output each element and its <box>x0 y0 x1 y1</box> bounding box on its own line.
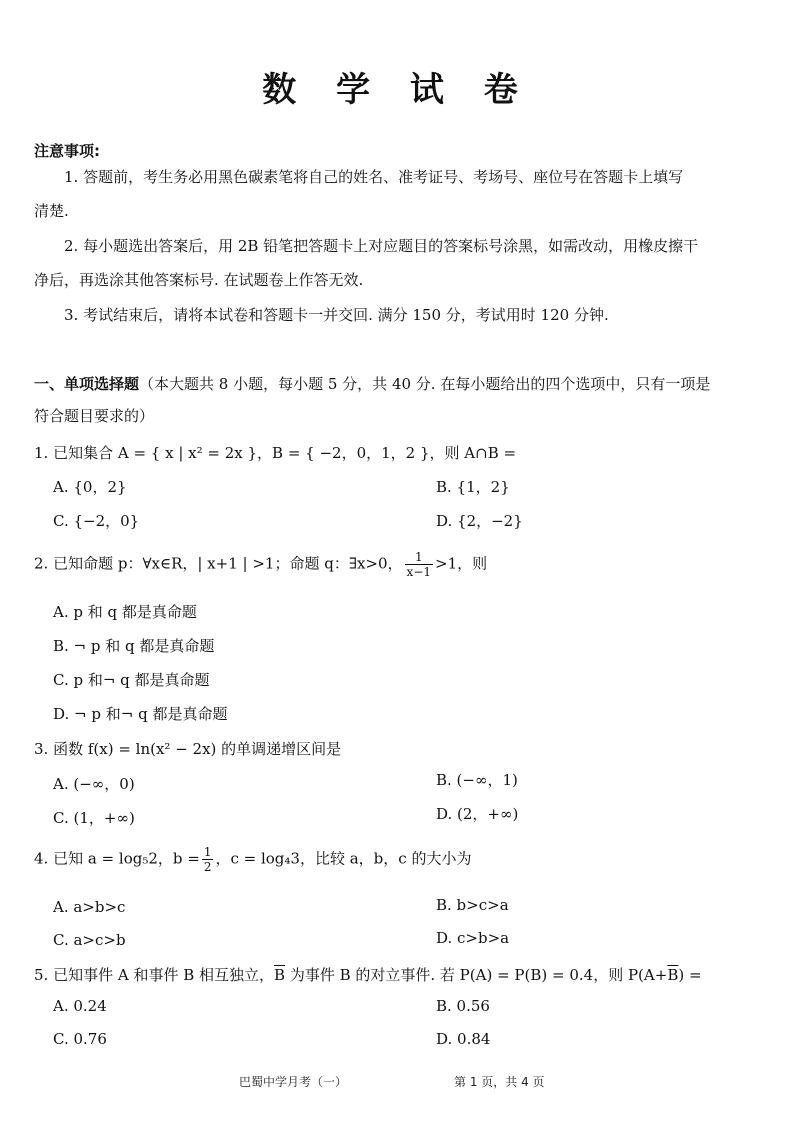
q5-stem-mid: 为事件 B 的对立事件. 若 P(A) = P(B) = 0.4，则 P(A+ <box>285 966 668 984</box>
q4-stem-pre: 4. 已知 a = log₅2，b = <box>34 849 200 868</box>
note-1-line-1: 1. 答题前，考生务必用黑色碳素笔将自己的姓名、准考证号、考场号、座位号在答题卡上填写 <box>64 168 684 186</box>
question-1-stem: 1. 已知集合 A = { x | x² = 2x }，B = { −2，0，1，2 }，则 A∩B = <box>34 444 517 462</box>
q4-fraction <box>202 845 214 874</box>
q1-option-d: D. {2，−2} <box>436 512 523 530</box>
q2-frac-numerator: 1 <box>405 550 433 565</box>
page-title: 数 学 试 卷 <box>262 70 532 110</box>
q5-stem-post: ) = <box>678 966 702 984</box>
q4-frac-denominator: 2 <box>203 860 212 874</box>
q2-option-d: D. ¬ p 和¬ q 都是真命题 <box>53 705 228 723</box>
q5-b-bar: $\overline{B}$ <box>274 966 286 984</box>
q3-option-b: B. (−∞，1) <box>436 771 518 789</box>
section-1-desc-line-2: 符合题目要求的） <box>34 407 155 425</box>
section-1-desc-line-1: （本大题共 8 小题，每小题 5 分，共 40 分. 在每小题给出的四个选项中，只有一项是 <box>139 375 711 393</box>
section-1-heading: 一、单项选择题 <box>34 375 140 393</box>
q2-option-c: C. p 和¬ q 都是真命题 <box>53 671 210 689</box>
question-3-stem: 3. 函数 f(x) = ln(x² − 2x) 的单调递增区间是 <box>34 740 342 758</box>
q4-frac-numerator: 1 <box>203 845 212 859</box>
q5-option-b: B. 0.56 <box>436 997 490 1015</box>
q4-option-c: C. a>c>b <box>53 931 126 949</box>
q2-option-b: B. ¬ p 和 q 都是真命题 <box>53 637 215 655</box>
footer-page-number: 第 1 页，共 4 页 <box>454 1075 545 1089</box>
q1-option-a: A. {0，2} <box>53 478 127 496</box>
question-2-stem <box>34 550 487 579</box>
q1-option-b: B. {1，2} <box>436 478 510 496</box>
q2-stem-pre: 2. 已知命题 p：∀x∈R，| x+1 | >1；命题 q：∃x>0， <box>34 554 403 573</box>
q4-option-b: B. b>c>a <box>436 896 509 914</box>
q1-option-c: C. {−2，0} <box>53 512 140 530</box>
q2-fraction <box>405 550 433 579</box>
q4-option-d: D. c>b>a <box>436 929 510 947</box>
q2-stem-post: >1，则 <box>435 554 488 573</box>
q3-option-a: A. (−∞，0) <box>53 775 135 793</box>
q5-stem-pre: 5. 已知事件 A 和事件 B 相互独立， <box>34 966 275 984</box>
q5-b-bar-2: $\overline{B}$ <box>667 966 679 984</box>
note-3: 3. 考试结束后，请将本试卷和答题卡一并交回. 满分 150 分，考试用时 120 分钟. <box>64 306 609 324</box>
q4-option-a: A. a>b>c <box>53 898 126 916</box>
section-1-header <box>34 373 710 394</box>
q2-frac-denominator: x−1 <box>406 565 432 579</box>
footer-exam-name: 巴蜀中学月考（一） <box>239 1075 348 1089</box>
note-2-line-2: 净后，再选涂其他答案标号. 在试题卷上作答无效. <box>34 271 364 289</box>
note-2-line-1: 2. 每小题选出答案后，用 2B 铅笔把答题卡上对应题目的答案标号涂黑，如需改动，用橡皮擦干 <box>64 237 699 255</box>
note-1-line-2: 清楚. <box>34 202 69 220</box>
q5-option-d: D. 0.84 <box>436 1030 491 1048</box>
q4-stem-post: ，c = log₄3，比较 a，b，c 的大小为 <box>215 849 472 868</box>
question-4-stem <box>34 845 471 874</box>
q3-option-d: D. (2，+∞) <box>436 805 519 823</box>
question-5-stem <box>34 964 702 985</box>
q5-option-c: C. 0.76 <box>53 1030 107 1048</box>
q2-option-a: A. p 和 q 都是真命题 <box>53 603 197 621</box>
notes-heading: 注意事项: <box>34 142 100 160</box>
q3-option-c: C. (1，+∞) <box>53 809 135 827</box>
q5-option-a: A. 0.24 <box>53 997 107 1015</box>
